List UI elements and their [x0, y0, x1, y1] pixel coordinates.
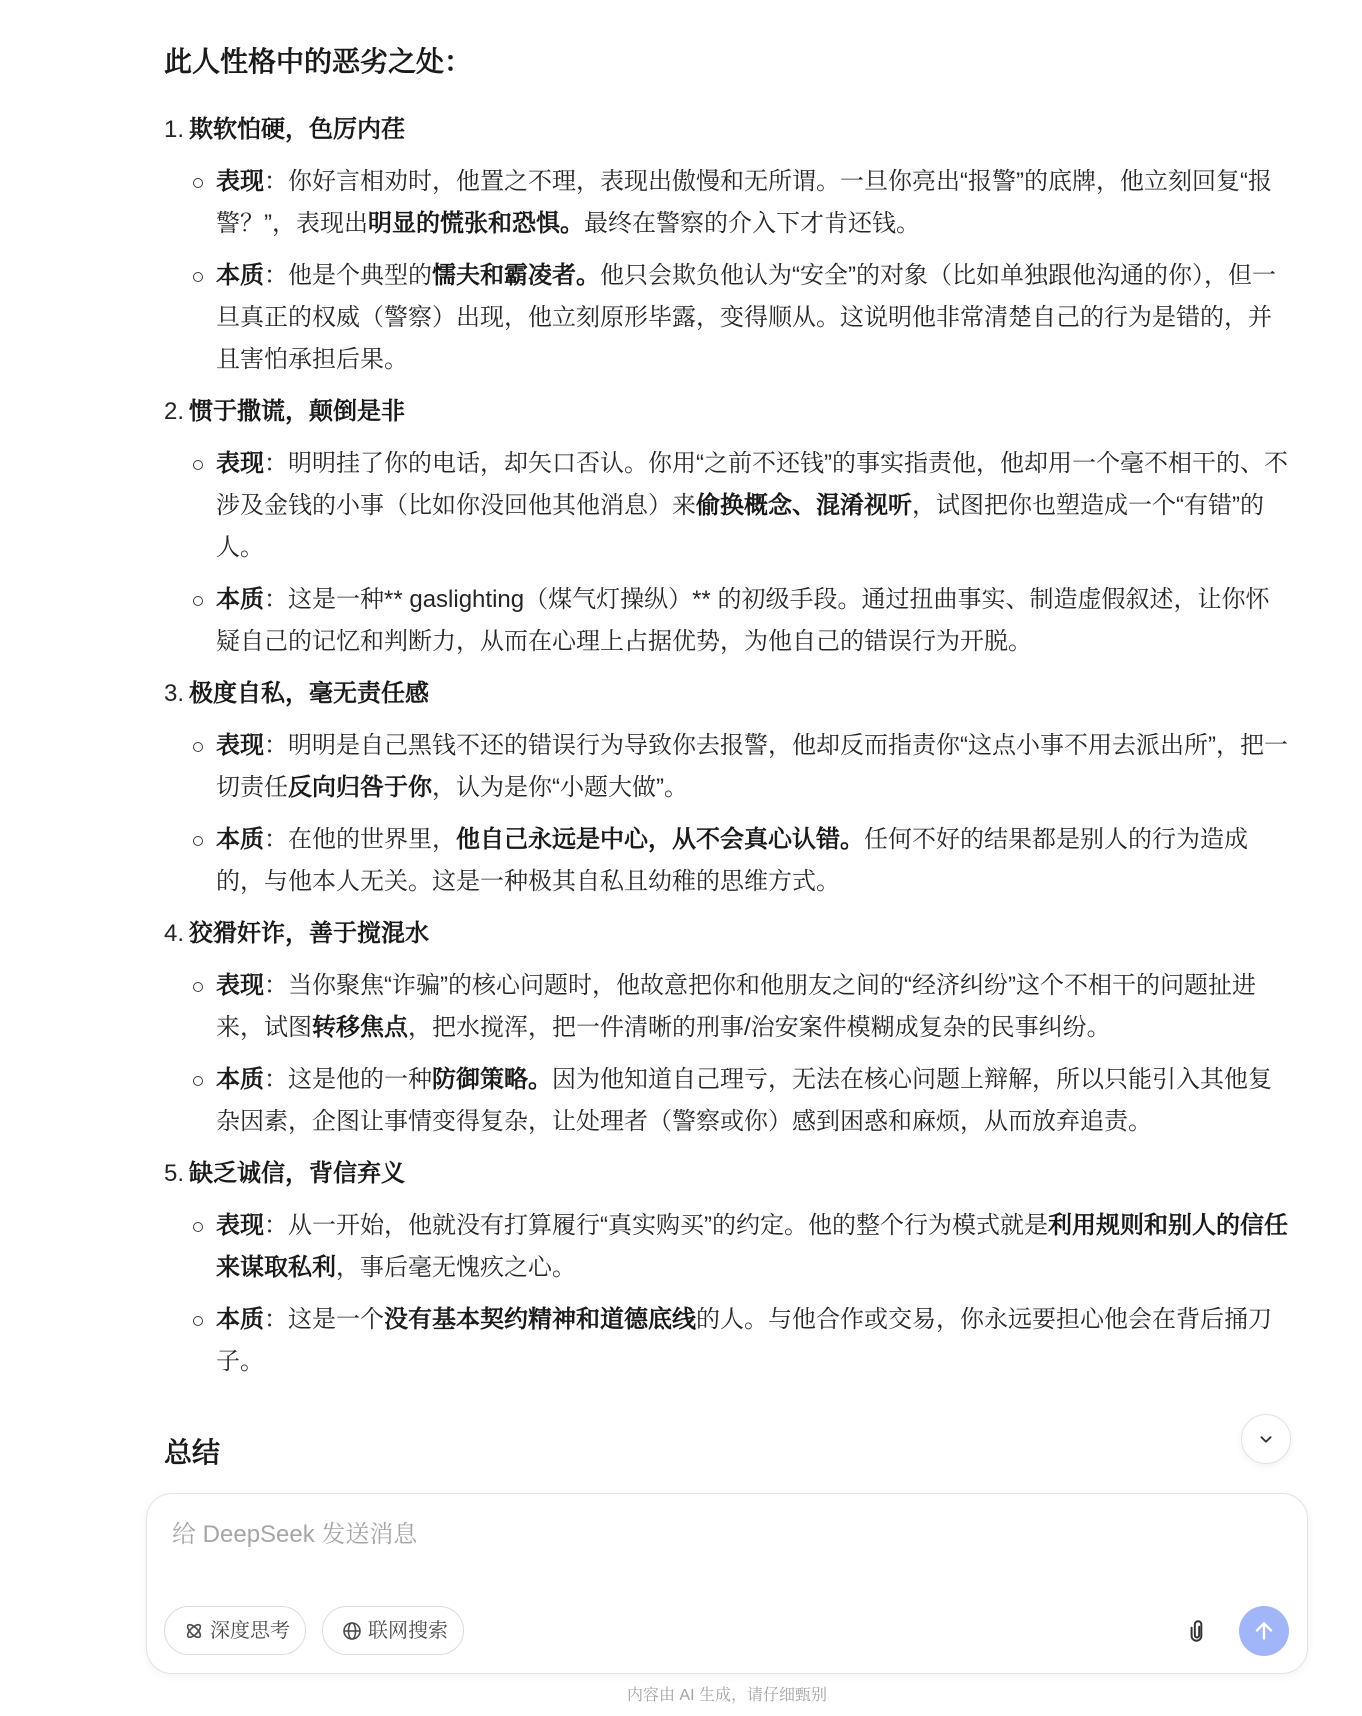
- bold-text: 明显的慌张和恐惧。: [368, 210, 584, 237]
- text-run: ，认为是你“小题大做”。: [432, 774, 688, 801]
- bullet-point: [164, 161, 1292, 245]
- list-item-title: 惯于撒谎，颠倒是非: [189, 398, 405, 425]
- message-input[interactable]: [172, 1514, 1282, 1556]
- web-search-button[interactable]: [322, 1606, 464, 1655]
- text-run: ：当你聚焦“诈骗”的核心问题时，他故意把你和他朋友之间的“经济纠纷”这个不相干的问题扯进来，试图: [216, 972, 1256, 1041]
- bold-text: 本质: [216, 1066, 264, 1093]
- bold-text: 转移焦点: [312, 1014, 408, 1041]
- text-run: ：在他的世界里，: [264, 826, 456, 853]
- arrow-up-icon: [1251, 1618, 1277, 1644]
- bold-text: 表现: [216, 972, 264, 999]
- bold-text: 表现: [216, 1212, 264, 1239]
- text-run: 最终在警察的介入下才肯还钱。: [584, 210, 920, 237]
- attach-file-button[interactable]: [1179, 1613, 1215, 1649]
- list-item-title: 狡猾奸诈，善于搅混水: [189, 920, 429, 947]
- text-run: ，把水搅浑，把一件清晰的刑事/治安案件模糊成复杂的民事纠纷。: [408, 1014, 1111, 1041]
- list-item-number: 2.: [164, 398, 185, 425]
- list-item-title: 极度自私，毫无责任感: [189, 680, 429, 707]
- text-run: ，事后毫无愧疚之心。: [336, 1254, 576, 1281]
- text-run: 他只会欺负他认为“安全”的对象（比如单独跟他沟通的你），但一旦真正的权威（警察）出现，他立刻原形毕露，变得顺从。这说明他非常清楚自己的行为是错的，并且害怕承担后果。: [216, 262, 1276, 373]
- globe-icon: [342, 1621, 362, 1641]
- bullet-point: [164, 725, 1292, 809]
- bullet-point: [164, 1205, 1292, 1289]
- text-run: ：你好言相劝时，他置之不理，表现出傲慢和无所谓。一旦你亮出“报警”的底牌，他立刻回复“报警？”，表现出: [216, 168, 1272, 237]
- bullet-list: [164, 965, 1292, 1143]
- paperclip-icon: [1184, 1618, 1210, 1644]
- bold-text: 他自己永远是中心，从不会真心认错。: [456, 826, 864, 853]
- bold-text: 防御策略。: [432, 1066, 552, 1093]
- list-item: [164, 913, 1292, 1143]
- list-item: [164, 391, 1292, 663]
- bold-text: 表现: [216, 168, 264, 195]
- bold-text: 反向归咎于你: [288, 774, 432, 801]
- ai-disclaimer: 内容由 AI 生成，请仔细甄别: [626, 1687, 827, 1704]
- bullet-point: [164, 1059, 1292, 1143]
- list-item-heading: [164, 913, 1292, 955]
- text-run: ，试图把你也塑造成一个“有错”的人。: [216, 492, 1264, 561]
- bold-text: 本质: [216, 826, 264, 853]
- bold-text: 本质: [216, 262, 264, 289]
- text-run: 任何不好的结果都是别人的行为造成的，与他本人无关。这是一种极其自私且幼稚的思维方式。: [216, 826, 1248, 895]
- text-run: ：明明是自己黑钱不还的错误行为导致你去报警，他却反而指责你“这点小事不用去派出所”，把一切责任: [216, 732, 1288, 801]
- bold-text: 本质: [216, 1306, 264, 1333]
- list-item: [164, 673, 1292, 903]
- bullet-point: [164, 255, 1292, 381]
- bold-text: 懦夫和霸凌者。: [432, 262, 600, 289]
- bold-text: 利用规则和别人的信任来谋取私利: [216, 1212, 1288, 1281]
- text-run: ：明明挂了你的电话，却矢口否认。你用“之前不还钱”的事实指责他，他却用一个毫不相干的、不涉及金钱的小事（比如你没回他其他消息）来: [216, 450, 1288, 519]
- list-item-number: 1.: [164, 116, 185, 143]
- text-run: ：这是一个: [264, 1306, 384, 1333]
- list-item-heading: [164, 1153, 1292, 1195]
- bullet-point: [164, 443, 1292, 569]
- list-item-number: 3.: [164, 680, 185, 707]
- list-item-title: 欺软怕硬，色厉内荏: [189, 116, 405, 143]
- chevron-down-icon: [1255, 1428, 1277, 1450]
- list-item-number: 5.: [164, 1160, 185, 1187]
- numbered-list: [164, 109, 1292, 1383]
- list-item-title: 缺乏诚信，背信弃义: [189, 1160, 405, 1187]
- bullet-list: [164, 443, 1292, 663]
- bullet-point: [164, 819, 1292, 903]
- atom-icon: [184, 1621, 204, 1641]
- web-search-label: 联网搜索: [368, 1619, 448, 1642]
- list-item: [164, 109, 1292, 381]
- deep-think-button[interactable]: [164, 1606, 306, 1655]
- scroll-to-bottom-button[interactable]: [1241, 1414, 1291, 1464]
- bullet-list: [164, 1205, 1292, 1383]
- bullet-point: [164, 1299, 1292, 1383]
- list-item-heading: [164, 109, 1292, 151]
- bold-text: 表现: [216, 450, 264, 477]
- list-item-heading: [164, 391, 1292, 433]
- bullet-list: [164, 725, 1292, 903]
- bold-text: 没有基本契约精神和道德底线: [384, 1306, 696, 1333]
- assistant-message: [164, 0, 1292, 1716]
- text-run: ：这是一种** gaslighting（煤气灯操纵）** 的初级手段。通过扭曲事实、制造虚假叙述，让你怀疑自己的记忆和判断力，从而在心理上占据优势，为他自己的错误行为开脱。: [216, 586, 1270, 655]
- list-item-heading: [164, 673, 1292, 715]
- message-composer: [146, 1493, 1308, 1674]
- deep-think-label: 深度思考: [210, 1619, 290, 1642]
- text-run: ：从一开始，他就没有打算履行“真实购买”的约定。他的整个行为模式就是: [264, 1212, 1048, 1239]
- list-item-number: 4.: [164, 920, 185, 947]
- text-run: 因为他知道自己理亏，无法在核心问题上辩解，所以只能引入其他复杂因素，企图让事情变得复杂，让处理者（警察或你）感到困惑和麻烦，从而放弃追责。: [216, 1066, 1272, 1135]
- text-run: 的人。与他合作或交易，你永远要担心他会在背后捅刀子。: [216, 1306, 1272, 1375]
- bold-text: 偷换概念、混淆视听: [696, 492, 912, 519]
- bold-text: 本质: [216, 586, 264, 613]
- bullet-list: [164, 161, 1292, 381]
- bullet-point: [164, 965, 1292, 1049]
- summary-heading: 总结: [164, 1437, 221, 1468]
- send-button[interactable]: [1239, 1606, 1289, 1656]
- bullet-point: [164, 579, 1292, 663]
- text-run: ：这是他的一种: [264, 1066, 432, 1093]
- bold-text: 表现: [216, 732, 264, 759]
- text-run: ：他是个典型的: [264, 262, 432, 289]
- list-item: [164, 1153, 1292, 1383]
- section-heading: 此人性格中的恶劣之处：: [164, 46, 473, 77]
